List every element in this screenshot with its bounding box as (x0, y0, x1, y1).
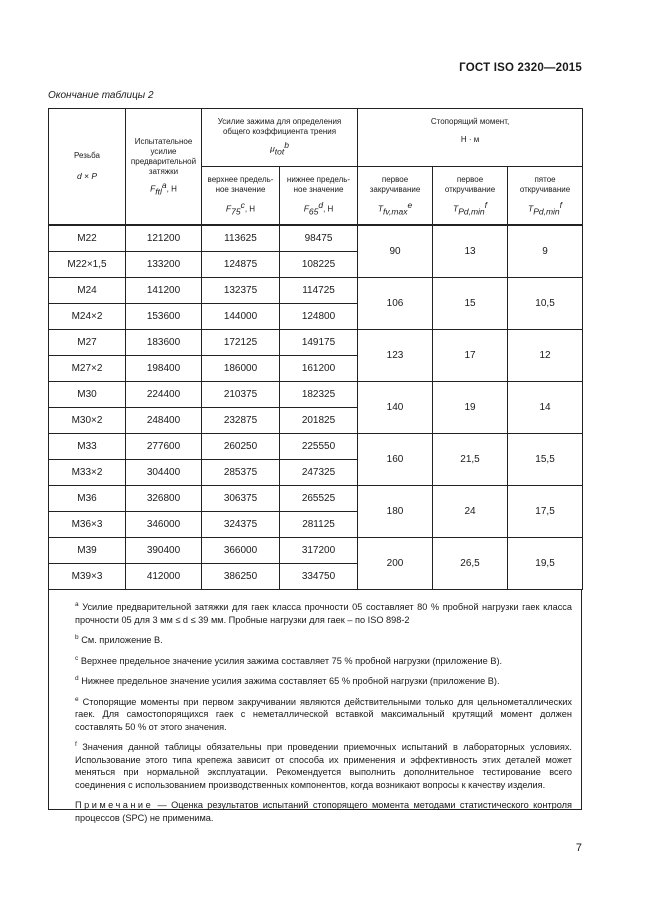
header-torque-unit: Н · м (460, 135, 480, 144)
cell-first-loosening: 24 (433, 485, 508, 537)
header-first-tightening-symbol: T (377, 203, 384, 214)
header-first-tightening (358, 167, 433, 225)
header-first-loosening-symbol: T (452, 203, 459, 214)
cell-lower: 201825 (280, 407, 358, 433)
cell-upper: 260250 (202, 433, 280, 459)
cell-thread: M22 (49, 225, 126, 252)
cell-upper: 132375 (202, 277, 280, 303)
cell-lower: 114725 (280, 277, 358, 303)
header-first-loosening-sub: Pd,min (458, 205, 485, 216)
cell-fifth-loosening: 15,5 (508, 433, 583, 485)
cell-first-tightening: 90 (358, 225, 433, 278)
header-upper-symbol: F (225, 203, 232, 214)
header-lower-unit: , Н (323, 204, 334, 214)
cell-thread: M27 (49, 329, 126, 355)
torque-table (48, 108, 583, 590)
header-load-line: Испытательное (134, 136, 193, 146)
cell-first-loosening: 19 (433, 381, 508, 433)
cell-upper: 324375 (202, 511, 280, 537)
cell-fifth-loosening: 12 (508, 329, 583, 381)
document-header: ГОСТ ISO 2320—2015 (459, 62, 582, 74)
footnote-ref: b (284, 140, 289, 150)
cell-lower: 108225 (280, 251, 358, 277)
cell-load: 304400 (126, 459, 202, 485)
cell-first-loosening: 13 (433, 225, 508, 278)
cell-load: 121200 (126, 225, 202, 252)
cell-lower: 124800 (280, 303, 358, 329)
cell-upper: 113625 (202, 225, 280, 252)
cell-upper: 144000 (202, 303, 280, 329)
header-load (126, 109, 202, 225)
cell-upper: 186000 (202, 355, 280, 381)
footnote-mark: e (75, 695, 79, 703)
table-row (49, 485, 583, 511)
cell-thread: M36×3 (49, 511, 126, 537)
cell-load: 248400 (126, 407, 202, 433)
header-load-line: усилие (150, 146, 177, 156)
cell-lower: 265525 (280, 485, 358, 511)
cell-fifth-loosening: 17,5 (508, 485, 583, 537)
cell-load: 133200 (126, 251, 202, 277)
cell-first-tightening: 140 (358, 381, 433, 433)
cell-first-tightening: 200 (358, 537, 433, 589)
header-upper-line: верхнее предель- (207, 174, 274, 184)
cell-fifth-loosening: 10,5 (508, 277, 583, 329)
header-load-line: предварительной (130, 156, 197, 166)
footnote-text: Верхнее предельное значение усилия зажима составляет 75 % пробной нагрузки (приложение В). (80, 655, 503, 666)
header-torque-line: Стопорящий момент, (430, 117, 510, 126)
cell-upper: 172125 (202, 329, 280, 355)
header-first-tightening-line: первое (381, 174, 409, 184)
header-first-loosening (433, 167, 508, 225)
header-upper-sub: 75 (231, 205, 241, 216)
header-lower-sub: 65 (308, 205, 319, 216)
cell-fifth-loosening: 19,5 (508, 537, 583, 589)
footnote-mark: c (75, 654, 79, 662)
cell-fifth-loosening: 14 (508, 381, 583, 433)
cell-thread: M39 (49, 537, 126, 563)
table-footnotes (48, 589, 582, 823)
cell-load: 412000 (126, 563, 202, 589)
cell-upper: 124875 (202, 251, 280, 277)
cell-thread: M33×2 (49, 459, 126, 485)
cell-thread: M36 (49, 485, 126, 511)
header-fifth-loosening (508, 167, 583, 225)
header-lower-symbol: F (303, 203, 309, 214)
footnote-a (75, 599, 572, 626)
footnote-mark: b (75, 634, 79, 642)
header-first-tightening-line: закручивание (369, 184, 421, 194)
footnote-ref: e (407, 199, 413, 210)
cell-first-loosening: 26,5 (433, 537, 508, 589)
cell-upper: 386250 (202, 563, 280, 589)
header-load-sub: ftl (155, 185, 162, 196)
footnote-text: Усилие предварительной затяжки для гаек класса прочности 05 составляет 80 % пробной нагрузки гаек класса прочности 05 для 3 мм ≤ d ≤ 39 мм. Пробные нагрузки для гаек – по ISO 898-2 (75, 602, 572, 625)
footnote-e (75, 694, 572, 734)
header-load-line: затяжки (148, 166, 179, 176)
footnote-mark: f (75, 741, 77, 749)
cell-upper: 366000 (202, 537, 280, 563)
cell-thread: M27×2 (49, 355, 126, 381)
cell-fifth-loosening: 9 (508, 225, 583, 278)
header-fifth-loosening-line: откручивание (519, 184, 571, 194)
header-upper-unit: , Н (244, 204, 256, 214)
footnote-text: Стопорящие моменты при первом закручивании являются действительными только для цельнометаллических гаек. Для самостопорящихся гаек с неметаллической вставкой максимальный крутящий момент должен составлять 50 % от этого значения. (75, 696, 572, 732)
cell-lower: 247325 (280, 459, 358, 485)
table-row (49, 329, 583, 355)
cell-lower: 225550 (280, 433, 358, 459)
cell-upper: 306375 (202, 485, 280, 511)
header-torque (358, 109, 583, 167)
header-fifth-loosening-line: пятое (534, 174, 556, 184)
header-clamp-symbol: μ (270, 143, 275, 154)
cell-load: 277600 (126, 433, 202, 459)
cell-lower: 149175 (280, 329, 358, 355)
table-row (49, 381, 583, 407)
footnote-mark: a (75, 601, 79, 608)
header-upper (202, 167, 280, 225)
cell-first-tightening: 106 (358, 277, 433, 329)
footnote-f (75, 739, 572, 791)
header-load-unit: , Н (166, 184, 177, 194)
footnote-ref: d (318, 199, 324, 210)
table-row (49, 277, 583, 303)
table-remark (75, 799, 572, 824)
header-clamp-line: Усилие зажима для определения (217, 117, 342, 126)
cell-thread: M30 (49, 381, 126, 407)
remark-label: Примечание (75, 800, 154, 811)
footnote-ref: f (559, 199, 563, 210)
cell-lower: 98475 (280, 225, 358, 252)
header-clamp (202, 109, 358, 167)
cell-load: 198400 (126, 355, 202, 381)
cell-load: 183600 (126, 329, 202, 355)
header-load-symbol: F (150, 183, 156, 194)
header-fifth-loosening-symbol: T (528, 203, 534, 214)
table-row (49, 537, 583, 563)
footnote-ref: a (161, 179, 167, 190)
header-first-tightening-sub: fv,max (383, 205, 408, 216)
cell-lower: 334750 (280, 563, 358, 589)
cell-first-tightening: 123 (358, 329, 433, 381)
cell-lower: 317200 (280, 537, 358, 563)
footnote-c (75, 653, 572, 668)
header-lower-line: нижнее предель- (286, 174, 351, 184)
header-first-loosening-line: первое (456, 174, 484, 184)
table-row (49, 433, 583, 459)
cell-first-loosening: 21,5 (433, 433, 508, 485)
cell-load: 141200 (126, 277, 202, 303)
header-thread (49, 109, 126, 225)
cell-first-tightening: 180 (358, 485, 433, 537)
remark-text: Оценка результатов испытаний стопорящего момента методами статистического контроля процессов (SPC) не применима. (75, 800, 573, 823)
cell-load: 390400 (126, 537, 202, 563)
cell-thread: M33 (49, 433, 126, 459)
cell-thread: M24 (49, 277, 126, 303)
cell-lower: 161200 (280, 355, 358, 381)
cell-upper: 285375 (202, 459, 280, 485)
cell-upper: 232875 (202, 407, 280, 433)
cell-upper: 210375 (202, 381, 280, 407)
header-thread-symbol: d × P (76, 171, 98, 182)
header-clamp-sub: tot (274, 146, 285, 157)
remark-dash: — (153, 800, 172, 811)
cell-load: 326800 (126, 485, 202, 511)
footnote-text: Нижнее предельное значение усилия зажима составляет 65 % пробной нагрузки (приложение В). (81, 676, 500, 687)
cell-thread: M39×3 (49, 563, 126, 589)
footnote-d (75, 673, 572, 688)
cell-lower: 281125 (280, 511, 358, 537)
header-fifth-loosening-sub: Pd,min (533, 205, 560, 216)
header-upper-line: ное значение (215, 184, 266, 194)
header-lower-line: ное значение (293, 184, 344, 194)
table-caption: Окончание таблицы 2 (48, 90, 154, 101)
cell-first-tightening: 160 (358, 433, 433, 485)
cell-load: 224400 (126, 381, 202, 407)
footnote-ref: c (240, 199, 245, 210)
header-thread-label: Резьба (74, 151, 100, 161)
cell-load: 153600 (126, 303, 202, 329)
cell-lower: 182325 (280, 381, 358, 407)
table-row (49, 225, 583, 252)
header-first-loosening-line: откручивание (444, 184, 496, 194)
header-lower (280, 167, 358, 225)
cell-thread: M22×1,5 (49, 251, 126, 277)
cell-load: 346000 (126, 511, 202, 537)
footnote-mark: d (75, 675, 79, 683)
footnote-ref: f (484, 199, 488, 210)
footnote-text: См. приложение В. (81, 635, 163, 646)
cell-first-loosening: 15 (433, 277, 508, 329)
cell-first-loosening: 17 (433, 329, 508, 381)
footnote-b (75, 632, 572, 647)
header-clamp-line: общего коэффициента трения (222, 127, 337, 136)
cell-thread: M24×2 (49, 303, 126, 329)
page-number: 7 (575, 842, 582, 854)
footnote-text: Значения данной таблицы обязательны при проведении приемочных испытаний в лабораторных условиях. Использование этого типа крепежа зависит от способа их применения и эффективность этих деталей может меняться при нормальной эксплуатации. Рекомендуется выполнить дополнительное тестирование всего соединения с использованием производственных компонентов, когда возникают вопросы к качеству изделия. (75, 742, 572, 790)
cell-thread: M30×2 (49, 407, 126, 433)
